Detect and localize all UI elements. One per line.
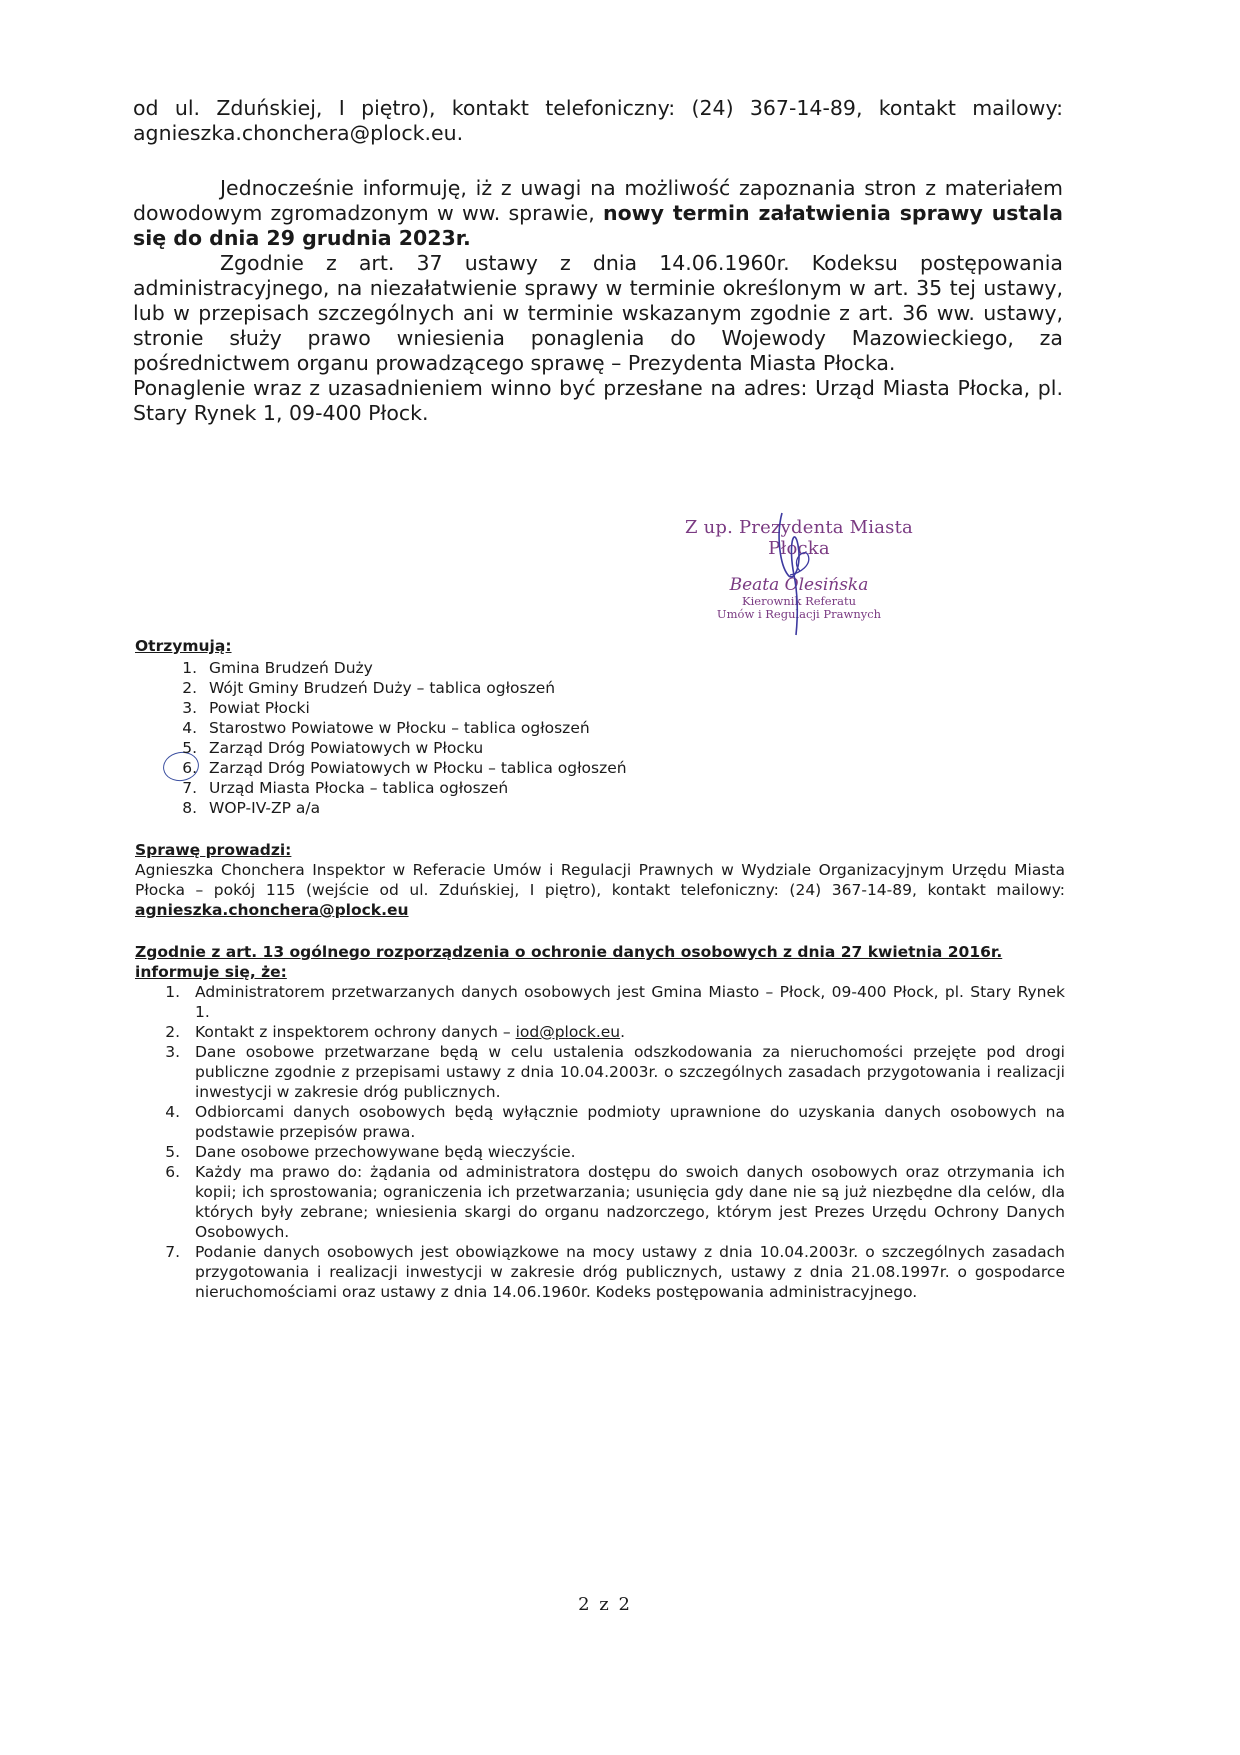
item-text: WOP-IV-ZP a/a (209, 799, 321, 817)
stamp-department: Umów i Regulacji Prawnych (716, 607, 882, 621)
gdpr-list (135, 982, 1065, 1302)
list-item (135, 1042, 1065, 1102)
item-number: 1. (182, 659, 197, 677)
handler-email-link[interactable]: agnieszka.chonchera@plock.eu (135, 901, 409, 919)
intro-section (133, 96, 1063, 426)
item-text: Każdy ma prawo do: żądania od administratora dostępu do swoich danych osobowych oraz otrzymania ich kopii; ich sprostowania; ograniczenia ich przetwarzania; usunięcia gdy dane nie są już niezbędne dla celów, dla których były zebrane; wniesienia skargi do organu nadzorczego, którym jest Prezes Urzędu Ochrony Danych Osobowych. (195, 1163, 1065, 1241)
item-number: 6. (182, 759, 197, 777)
gdpr-title: Zgodnie z art. 13 ogólnego rozporządzenia o ochronie danych osobowych z dnia 27 kwietnia 2016r. informuje się, że: (135, 943, 1003, 981)
handler-text (135, 860, 1065, 920)
item-text: Powiat Płocki (209, 699, 310, 717)
handwritten-signature (760, 505, 870, 640)
address-paragraph: Ponaglenie wraz z uzasadnieniem winno być przesłane na adres: Urząd Miasta Płocka, pl. Stary Rynek 1, 09-400 Płock. (133, 376, 1063, 425)
lists-section (135, 636, 1065, 1302)
list-item (135, 1162, 1065, 1242)
item-text: Wójt Gminy Brudzeń Duży – tablica ogłoszeń (209, 679, 556, 697)
item-number: 3. (182, 699, 197, 717)
list-item (135, 658, 1065, 678)
list-item (135, 718, 1065, 738)
deadline-bold-text: nowy termin załatwienia sprawy ustala się do dnia 29 grudnia 2023r. (133, 201, 1064, 250)
item-number: 7. (165, 1243, 180, 1261)
list-item (135, 982, 1065, 1022)
stamp-name: Beata Olesińska (729, 575, 869, 595)
item-number: 4. (165, 1103, 180, 1121)
item-number: 2. (182, 679, 197, 697)
stamp-authority: Z up. Prezydenta Miasta Płocka (685, 517, 913, 559)
item-text: Dane osobowe przechowywane będą wieczyście. (195, 1143, 576, 1161)
item-number: 2. (165, 1023, 180, 1041)
item-number: 4. (182, 719, 197, 737)
item-text-start: Kontakt z inspektorem ochrony danych – (195, 1023, 516, 1041)
item-text: Gmina Brudzeń Duży (209, 659, 373, 677)
intro-line-1: od ul. Zduńskiej, I piętro), kontakt telefoniczny: (24) 367-14-89, kontakt mailowy: (133, 96, 1063, 120)
list-item (135, 1242, 1065, 1302)
list-item (135, 778, 1065, 798)
recipients-list (135, 658, 1065, 818)
list-item (135, 758, 1065, 778)
deadline-text: Jednocześnie informuję, iż z uwagi na możliwość zapoznania stron z materiałem dowodowym zgromadzonym w ww. sprawie, (133, 176, 1063, 225)
item-text: Administratorem przetwarzanych danych osobowych jest Gmina Miasto – Płock, 09-400 Płock, pl. Stary Rynek 1. (195, 983, 1065, 1021)
list-item (135, 1102, 1065, 1142)
handler-title: Sprawę prowadzi: (135, 841, 292, 859)
stamp-role: Kierownik Referatu (742, 594, 856, 608)
item-text: Zarząd Dróg Powiatowych w Płocku – tablica ogłoszeń (209, 759, 627, 777)
page-number: 2 z 2 (578, 1594, 632, 1615)
handler-description: Agnieszka Chonchera Inspektor w Referacie Umów i Regulacji Prawnych w Wydziale Organizacyjnym Urzędu Miasta Płocka – pokój 115 (wejście od ul. Zduńskiej, I piętro), kontakt telefoniczny: (24) 367-14-89, kontakt mailowy: (135, 861, 1065, 899)
gdpr-section (135, 942, 1065, 1302)
item-number: 7. (182, 779, 197, 797)
iod-email-link[interactable]: iod@plock.eu (515, 1023, 621, 1041)
item-number: 5. (182, 739, 197, 757)
appeal-paragraph: Zgodnie z art. 37 ustawy z dnia 14.06.1960r. Kodeksu postępowania administracyjnego, na niezałatwienie sprawy w terminie określonym w art. 35 tej ustawy, lub w przepisach szczególnych ani w terminie wskazanym zgodnie z art. 36 ww. ustawy, stronie służy prawo wniesienia ponaglenia do Wojewody Mazowieckiego, za pośrednictwem organu prowadzącego sprawę – Prezydenta Miasta Płocka. (133, 251, 1063, 375)
recipients-title: Otrzymują: (135, 637, 232, 655)
intro-line-2: agnieszka.chonchera@plock.eu. (133, 121, 464, 145)
item-text: Urząd Miasta Płocka – tablica ogłoszeń (209, 779, 509, 797)
list-item (135, 738, 1065, 758)
item-number: 8. (182, 799, 197, 817)
list-item (135, 1142, 1065, 1162)
item-text: Zarząd Dróg Powiatowych w Płocku (209, 739, 484, 757)
item-text: Dane osobowe przetwarzane będą w celu ustalenia odszkodowania za nieruchomości przejęte pod drogi publiczne zgodnie z przepisami ustawy z dnia 10.04.2003r. o szczególnych zasadach przygotowania i realizacji inwestycji w zakresie dróg publicznych. (195, 1043, 1065, 1101)
list-item (135, 1022, 1065, 1042)
item-text: Starostwo Powiatowe w Płocku – tablica ogłoszeń (209, 719, 590, 737)
item-text: Podanie danych osobowych jest obowiązkowe na mocy ustawy z dnia 10.04.2003r. o szczególnych zasadach przygotowania i realizacji inwestycji w zakresie dróg publicznych, ustawy z dnia 21.08.1997r. o gospodarce nieruchomościami oraz ustawy z dnia 14.06.1960r. Kodeks postępowania administracyjnego. (195, 1243, 1065, 1301)
item-text-end: . (620, 1023, 626, 1041)
list-item (135, 678, 1065, 698)
handler-section (135, 840, 1065, 920)
item-text: Odbiorcami danych osobowych będą wyłącznie podmioty uprawnione do uzyskania danych osobowych na podstawie przepisów prawa. (195, 1103, 1065, 1141)
item-number: 5. (165, 1143, 180, 1161)
item-number: 6. (165, 1163, 180, 1181)
item-number: 3. (165, 1043, 180, 1061)
item-text (195, 1022, 1065, 1042)
item-number: 1. (165, 983, 180, 1001)
list-item (135, 698, 1065, 718)
deadline-paragraph (133, 176, 1063, 251)
list-item (135, 798, 1065, 818)
